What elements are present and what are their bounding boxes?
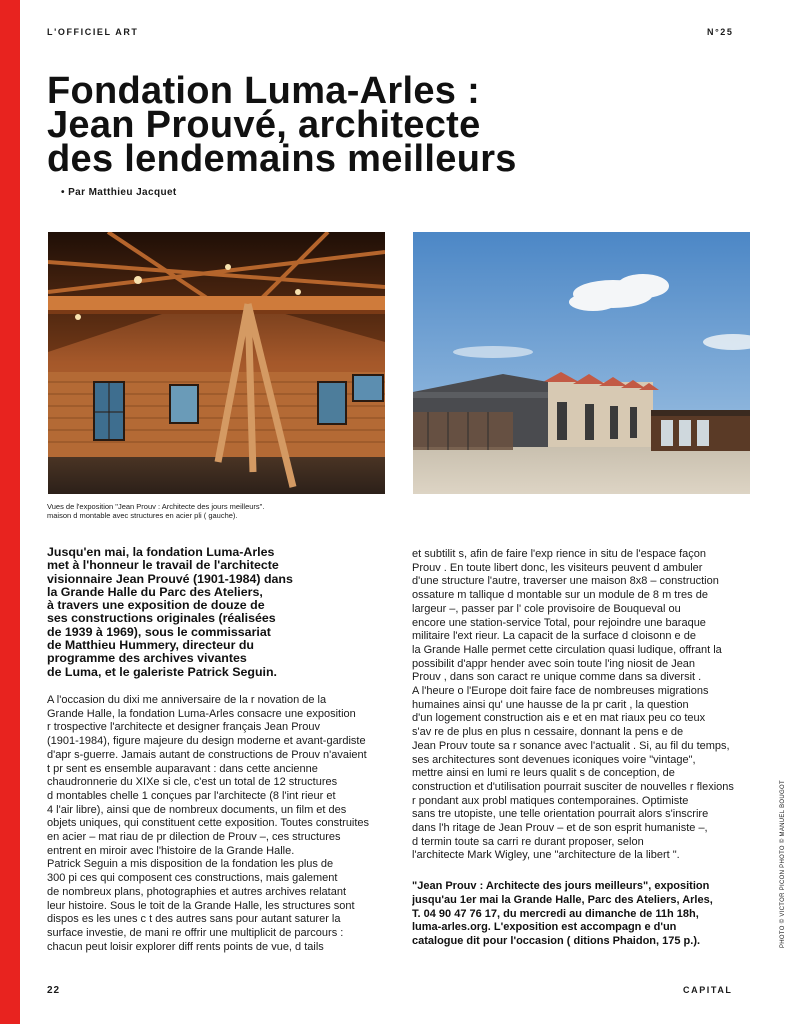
body-line: dans l'h ritage de Jean Prouv – et de son esprit humaniste –,	[412, 822, 708, 835]
body-line: d'apr s-guerre. Jamais autant de constructions de Prouv n'avaient	[47, 748, 367, 761]
lead-line: de Matthieu Hummery, directeur du	[47, 639, 255, 653]
body-line: militaire l'ext rieur. La capacit de la surface d cloisonn e de	[412, 630, 696, 643]
body-line: d termin toute sa carri re durant proposer, selon	[412, 835, 644, 848]
body-line: r trospective l'architecte et designer français Jean Prouv	[47, 721, 320, 734]
body-line: 4 l'air libre), ainsi que de nombreux documents, un film et des	[47, 803, 347, 816]
title-line: Fondation Luma-Arles :	[47, 70, 481, 112]
info-line: "Jean Prouv : Architecte des jours meilleurs", exposition	[412, 880, 710, 892]
exhibition-info-box	[412, 880, 752, 949]
body-line: de nombreux plans, photographies et autres archives relatant	[47, 885, 347, 898]
lead-line: de 1939 à 1969), sous le commissariat	[47, 625, 271, 639]
lead-line: ses constructions originales (réalisées	[47, 612, 276, 626]
body-line: d montables chelle 1 conçues par l'architecte (8 l'int rieur et	[47, 789, 336, 802]
title-line: Jean Prouvé, architecte	[47, 104, 481, 146]
red-margin-bar	[0, 0, 20, 1024]
body-line: Prouv , dans son caract re unique comme dans sa diversit .	[412, 671, 702, 684]
info-line: T. 04 90 47 76 17, du mercredi au dimanche de 11h 18h,	[412, 907, 699, 920]
page-number: 22	[47, 985, 61, 996]
body-line: Patrick Seguin a mis disposition de la fondation les plus de	[47, 858, 334, 871]
byline: • Par Matthieu Jacquet	[61, 187, 177, 198]
lead-paragraph	[47, 546, 377, 679]
body-line: l'architecte Mark Wigley, une "architecture de la libert ".	[412, 849, 680, 862]
body-line: construction et d'utilisation pourrait susciter de nouvelles r flexions	[412, 780, 734, 793]
lead-line: visionnaire Jean Prouvé (1901-1984) dans	[47, 572, 293, 586]
body-text-left-column	[47, 694, 377, 954]
body-line: ses architectures sont devenues iconiques voire "vintage",	[412, 753, 696, 766]
body-line: Jean Prouv toute sa r sonance avec l'actualit . Si, au fil du temps,	[412, 739, 730, 752]
body-line: chacun peut loisir explorer diff rents points de vue, d tails	[47, 940, 324, 953]
body-line: Prouv . En toute libert donc, les visiteurs peuvent d ambuler	[412, 561, 703, 574]
magazine-running-head: L'OFFICIEL ART	[47, 27, 139, 37]
photo-credit-text: PHOTO © VICTOR PICON PHOTO © MANUEL BOUGOT	[780, 780, 786, 948]
body-line: s'av re de plus en plus n cessaire, donnant la pens e de	[412, 726, 684, 739]
photo-halle-exterior	[413, 232, 750, 494]
article-title	[47, 70, 767, 180]
section-name: CAPITAL	[683, 985, 733, 995]
body-line: possibilit d'appr hender avec soin toute l'ing niosit de Jean	[412, 657, 696, 670]
body-line: mettre ainsi en lumi re leurs qualit s de conception, de	[412, 767, 675, 780]
photo-caption	[47, 502, 347, 520]
lead-line: à travers une exposition de douze de	[47, 599, 265, 613]
caption-line: maison d montable avec structures en acier pli ( gauche).	[47, 511, 238, 520]
body-line: Grande Halle, la fondation Luma-Arles consacre une exposition	[47, 707, 356, 720]
body-line: A l'occasion du dixi me anniversaire de la r novation de la	[47, 694, 327, 706]
body-text-right-column	[412, 548, 752, 863]
issue-number: N°25	[707, 27, 734, 37]
body-line: sans tre utopiste, une telle orientation pourrait alors s'inscrire	[412, 808, 709, 821]
body-line: leur histoire. Sous le toit de la Grande Halle, les structures sont	[47, 899, 355, 912]
caption-line: Vues de l'exposition "Jean Prouv : Architecte des jours meilleurs".	[47, 502, 265, 511]
lead-line: programme des archives vivantes	[47, 652, 247, 666]
body-line: t pr sent es ensemble auparavant : dans cette ancienne	[47, 762, 318, 775]
lead-line: la Grande Halle du Parc des Ateliers,	[47, 585, 263, 599]
photo-wooden-interior	[48, 232, 385, 494]
body-line: et subtilit s, afin de faire l'exp rience in situ de l'espace façon	[412, 548, 707, 560]
body-line: objets uniques, qui constituent cette exposition. Toutes construites	[47, 817, 370, 830]
lead-line: de Luma, et le galeriste Patrick Seguin.	[47, 665, 277, 679]
lead-line: Jusqu'en mai, la fondation Luma-Arles	[47, 546, 275, 559]
body-line: chaudronnerie du XIXe si cle, c'est un total de 12 structures	[47, 776, 338, 789]
info-line: jusqu'au 1er mai la Grande Halle, Parc des Ateliers, Arles,	[412, 893, 713, 906]
lead-line: met à l'honneur le travail de l'architecte	[47, 559, 279, 573]
info-line: luma-arles.org. L'exposition est accompagn e d'un	[412, 921, 677, 934]
body-line: largeur –, passer par l' cole provisoire de Bouqueval ou	[412, 602, 681, 615]
body-line: (1901-1984), figure majeure du design moderne et avant-gardiste	[47, 735, 366, 748]
body-line: humaines ainsi qu' une hausse de la pr carit , la question	[412, 698, 689, 711]
body-line: dispos es les unes c t des autres sans pour autant saturer la	[47, 913, 341, 926]
body-line: entrent en miroir avec l'histoire de la Grande Halle.	[47, 844, 295, 857]
body-line: encore une station-service Total, pour rejoindre une baraque	[412, 616, 706, 629]
body-line: r pondant aux probl matiques contemporaines. Optimiste	[412, 794, 689, 807]
body-line: en acier – mat riau de pr dilection de Prouv –, ces structures	[47, 831, 341, 844]
title-line: des lendemains meilleurs	[47, 138, 517, 180]
info-line: catalogue dit pour l'occasion ( ditions Phaidon, 175 p.).	[412, 935, 701, 948]
body-line: A l'heure o l'Europe doit faire face de nombreuses migrations	[412, 685, 709, 698]
body-line: d'une structure l'autre, traverser une maison 8x8 – construction	[412, 575, 719, 588]
body-line: d'un logement construction ais e et en mat riaux peu co teux	[412, 712, 706, 725]
body-line: la Grande Halle permet cette circulation quasi ludique, offrant la	[412, 643, 722, 656]
body-line: surface investie, de mani re offrir une multiplicit de parcours :	[47, 926, 344, 939]
body-line: ossature m tallique d montable sur un module de 8 m tres de	[412, 589, 708, 602]
body-line: 300 pi ces qui composent ces constructions, mais galement	[47, 872, 338, 885]
